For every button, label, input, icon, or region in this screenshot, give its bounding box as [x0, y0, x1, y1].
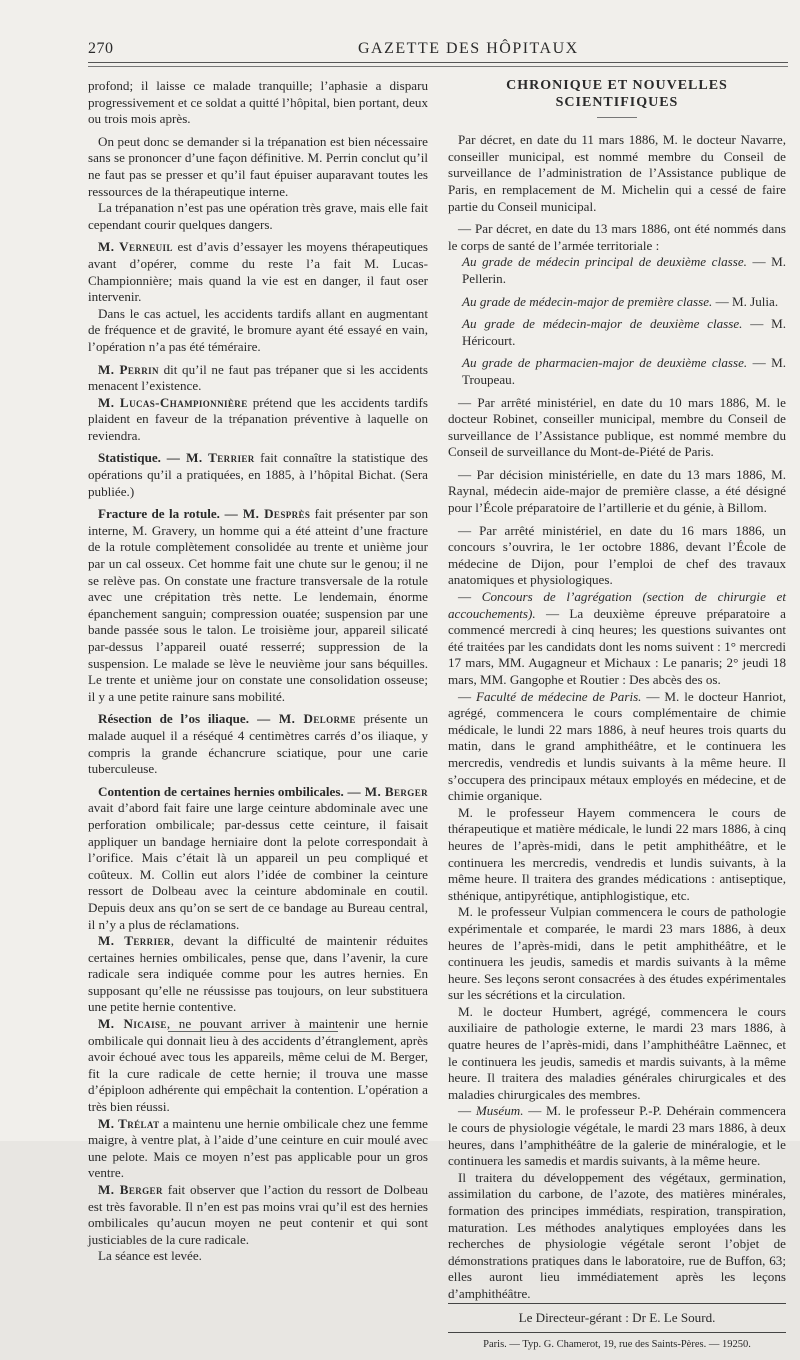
paragraph: M. Lucas-Championnière prétend que les accidents tardifs plaident en faveur de la trépanation préventive à laquelle on reviendra.	[88, 394, 428, 443]
speaker-name: M. Terrier	[98, 933, 171, 949]
page-header	[88, 40, 788, 63]
speaker-name: M. Lucas-Championnière	[98, 394, 248, 410]
speaker-name: M. Perrin	[98, 361, 159, 377]
paragraph: Statistique. — M. Terrier fait connaître la statistique des opérations qu’il a pratiquées, en 1885, à l’hôpital Bichat. (Sera publiée.)	[88, 450, 429, 499]
appointment-line: Au grade de médecin-major de deuxième classe. — M. Héricourt.	[462, 316, 786, 348]
header-rule	[88, 66, 788, 67]
paragraph: M. Terrier, devant la difficulté de maintenir réduites certaines hernies ombilicales, pense que, dans l’avenir, la cure radicale sera indiquée comme pour les autres hernies. En supposant qu’elle ne réussisse pas toujours, on leur substituera une petite hernie contentive.	[88, 933, 428, 1015]
paragraph: On peut donc se demander si la trépanation est bien nécessaire sans se prononcer d’une façon définitive. M. Perrin conclut qu’il ne faut pas se presser et qu’il faut épuiser auparavant toutes les ressources de la thérapeutique interne.	[88, 133, 428, 199]
chronicle-title: CHRONIQUE ET NOUVELLES SCIENTIFIQUES	[506, 78, 728, 110]
paragraph: M. le docteur Humbert, agrégé, commencera le cours auxiliaire de pathologie externe, le mardi 23 mars 1886, à quatre heures de l’après-midi, dans l’amphithéâtre Laënnec, et le continuera les jeudis, samedis et mardis suivants, à la même heure. Il traitera des maladies générales chirurgicales et des maladies chirurgicales des membres.	[448, 1003, 786, 1102]
paragraph: M. le professeur Hayem commencera le cours de thérapeutique et matière médicale, le lundi 22 mars 1886, à cinq heures de l’après-midi, dans le petit amphithéâtre, et le continuera les mercredis, vendredis et lundis suivants, à la même heure. Il traitera des grandes médications : antiseptique, sthénique, antipyrétique, antiphlogistique, etc.	[448, 804, 786, 903]
title-rule	[597, 117, 637, 118]
speaker-name: M. Nicaise	[98, 1016, 167, 1032]
paragraph: Fracture de la rotule. — M. Desprès fait présenter par son interne, M. Gravery, un homme qui a été atteint d’une fracture de la rotule complètement consolidée au trente et unième jour par un cal osseux. Cet homme fait une chute sur le genou; il ne se relève pas. On constate une fracture transversale de la rotule avec une crépitation très nette. Le lendemain, énorme épanchement sanguin; compression ouatée; suspension par une bande passée sous le talon. Le troisième jour, appareil silicaté par-dessus l’appareil ouaté resserré; suppression de la suspension. Le malade se lève le neuvième jour sans béquilles. Le trente et unième jour on constate une consolidation osseuse; il y a une petite rainure sans mobilité.	[88, 506, 428, 704]
paragraph: M. Trélat a maintenu une hernie ombilicale chez une femme maigre, à ventre plat, à l’aide d’une ceinture en cuir moulé avec une pelote. Mais ce moyen n’est pas applicable pour un gros ventre.	[88, 1115, 428, 1181]
paragraph: profond; il laisse ce malade tranquille; l’aphasie a disparu progressivement et ce soldat a quitté l’hôpital, bien portant, deux ou trois mois après.	[88, 78, 428, 127]
section-heading: Contention de certaines hernies ombilicales.	[98, 783, 344, 799]
journal-title: GAZETTE DES HÔPITAUX	[358, 40, 579, 57]
paragraph: La trépanation n’est pas une opération très grave, mais elle fait cependant courir quelques dangers.	[88, 200, 428, 232]
paragraph: — Muséum. — M. le professeur P.-P. Dehérain commencera le cours de physiologie végétale, le mardi 23 mars 1886, à deux heures, dans l’amphithéâtre de la galerie de minéralogie, et le continuera les samedis et mardis suivants, à la même heure.	[448, 1103, 786, 1169]
signature-line: Le Directeur-gérant : Dr E. Le Sourd.	[448, 1303, 786, 1327]
paragraph: — Concours de l’agrégation (section de chirurgie et accouchements). — La deuxième épreuve préparatoire a commencé mercredi à cinq heures; les questions suivantes ont été traitées par les candidats dont les noms suivent : 1° mercredi 17 mars, MM. Augagneur et Michaux : Le panaris; 2° jeudi 18 mars, MM. Gangophe et Routier : Des abcès des os.	[448, 589, 786, 687]
section-heading: Statistique.	[98, 450, 161, 466]
appointment-line: Au grade de pharmacien-major de deuxième classe. — M. Troupeau.	[462, 355, 786, 387]
printer-imprint: Paris. — Typ. G. Chamerot, 19, rue des Saints-Pères. — 19250.	[448, 1332, 786, 1354]
section-heading: Fracture de la rotule.	[98, 506, 220, 522]
paragraph: — Par décret, en date du 13 mars 1886, ont été nommés dans le corps de santé de l’armée territoriale :	[448, 221, 786, 253]
speaker-name: M. Verneuil	[98, 239, 173, 255]
closing-line: La séance est levée.	[98, 1248, 202, 1264]
paragraph: M. le professeur Vulpian commencera le cours de pathologie expérimentale et comparée, le mardi 23 mars 1886, à deux heures de l’après-midi, dans le petit amphithéâtre, et le continuera les jeudis, samedis et mardis suivants à la même heure. Ses leçons seront consacrées à des études expérimentales sur les sécrétions et la circulation.	[448, 904, 786, 1003]
section-heading: Résection de l’os iliaque.	[98, 711, 249, 727]
right-column	[448, 78, 786, 1360]
paragraph: Il traitera du développement des végétaux, germination, assimilation du carbone, de l’azote, des matières minérales, formation des principes immédiats, respiration, transpiration, maturation. Les méthodes analytiques employées dans les recherches de physiologie végétale seront l’objet de démonstrations pratiques dans le laboratoire, rue de Buffon, 63; elles auront lieu immédiatement après les leçons d’amphithéâtre.	[448, 1169, 786, 1301]
paragraph: — Par arrêté ministériel, en date du 10 mars 1886, M. le docteur Robinet, conseiller municipal, membre du Conseil de surveillance de l’Assistance publique, est nommé membre du Conseil de surveillance du Mont-de-Piété de Paris.	[448, 394, 786, 460]
paragraph: — Par décision ministérielle, en date du 13 mars 1886, M. Raynal, médecin aide-major de première classe, a été désigné pour l’École préparatoire de l’artillerie et du génie, à Billom.	[448, 466, 786, 516]
paragraph: Dans le cas actuel, les accidents tardifs allant en augmentant de fréquence et de gravité, le bromure ayant été essayé en vain, l’opération n’a pas été téméraire.	[88, 305, 428, 354]
end-rule	[168, 1031, 338, 1032]
speaker-name: M. Berger	[98, 1182, 163, 1197]
paragraph: M. Verneuil est d’avis d’essayer les moyens thérapeutiques avant d’opérer, comme du reste l’a fait M. Lucas-Championnière; mais quand la vie est en danger, il faut oser intervenir.	[88, 239, 428, 305]
left-column	[88, 78, 428, 1271]
paragraph: — Par arrêté ministériel, en date du 16 mars 1886, un concours s’ouvrira, le 1er octobre 1886, devant l’École de médecine de Dijon, pour l’emploi de chef des travaux anatomiques et physiologiques.	[448, 522, 786, 588]
paragraph: M. Berger fait observer que l’action du ressort de Dolbeau est très favorable. Il n’en est pas moins vrai qu’il est des hernies ombilicales qu’aucun moyen ne peut contenir et qui sont justiciables de la cure radicale.	[88, 1182, 428, 1247]
paragraph: Résection de l’os iliaque. — M. Delorme présente un malade auquel il a réséqué 4 centimètres carrés d’os iliaque, y compris la grande échancrure sciatique, pour une carie tuberculeuse.	[88, 711, 428, 777]
appointment-line: Au grade de médecin principal de deuxième classe. — M. Pellerin.	[462, 254, 787, 286]
paragraph: Par décret, en date du 11 mars 1886, M. le docteur Navarre, conseiller municipal, est nommé membre du Conseil de surveillance de l’administration de l’Assistance publique de Paris, en remplacement de M. Michelin qui a cessé de faire partie du Conseil municipal.	[448, 132, 786, 214]
paragraph: M. Nicaise, ne pouvant arriver à maintenir une hernie ombilicale qui donnait lieu à des accidents d’étranglement, après avoir échoué avec tous les appareils, même celui de M. Berger, fit la cure radicale de cette hernie; il trouva une masse d’épiploon adhérente qui empêchait la contention. L’opération a très bien réussi.	[88, 1016, 429, 1115]
paragraph: M. Perrin dit qu’il ne faut pas trépaner que si les accidents menacent l’existence.	[88, 361, 428, 394]
page-number: 270	[88, 40, 114, 57]
speaker-name: M. Trélat	[98, 1115, 160, 1131]
paragraph: — Faculté de médecine de Paris. — M. le docteur Hanriot, agrégé, commencera le cours complémentaire de chimie médicale, le lundi 22 mars 1886, à neuf heures trois quarts du matin, dans le grand amphithéâtre, et le continuera les mercredis, vendredis et lundis suivants à la même heure. Il s’occupera des principaux métaux employés en médecine, et de chimie organique.	[448, 688, 786, 804]
paragraph: Contention de certaines hernies ombilicales. — M. Berger avait d’abord fait faire une large ceinture abdominale avec une perforation ombilicale; par-dessus cette ceinture, il faisait appliquer un bandage herniaire dont la pelote correspondait à l’orifice. Mais c’était là un appareil un peu compliqué et coûteux. M. Collin eut alors l’idée de combiner la ceinture ressort de Dolbeau avec la ceinture abdominale en coutil. Depuis deux ans qu’on se sert de ce bandage au Bureau central, il n’y a plus de réclamations.	[88, 783, 428, 932]
appointment-line: Au grade de médecin-major de première classe. — M. Julia.	[462, 293, 779, 309]
